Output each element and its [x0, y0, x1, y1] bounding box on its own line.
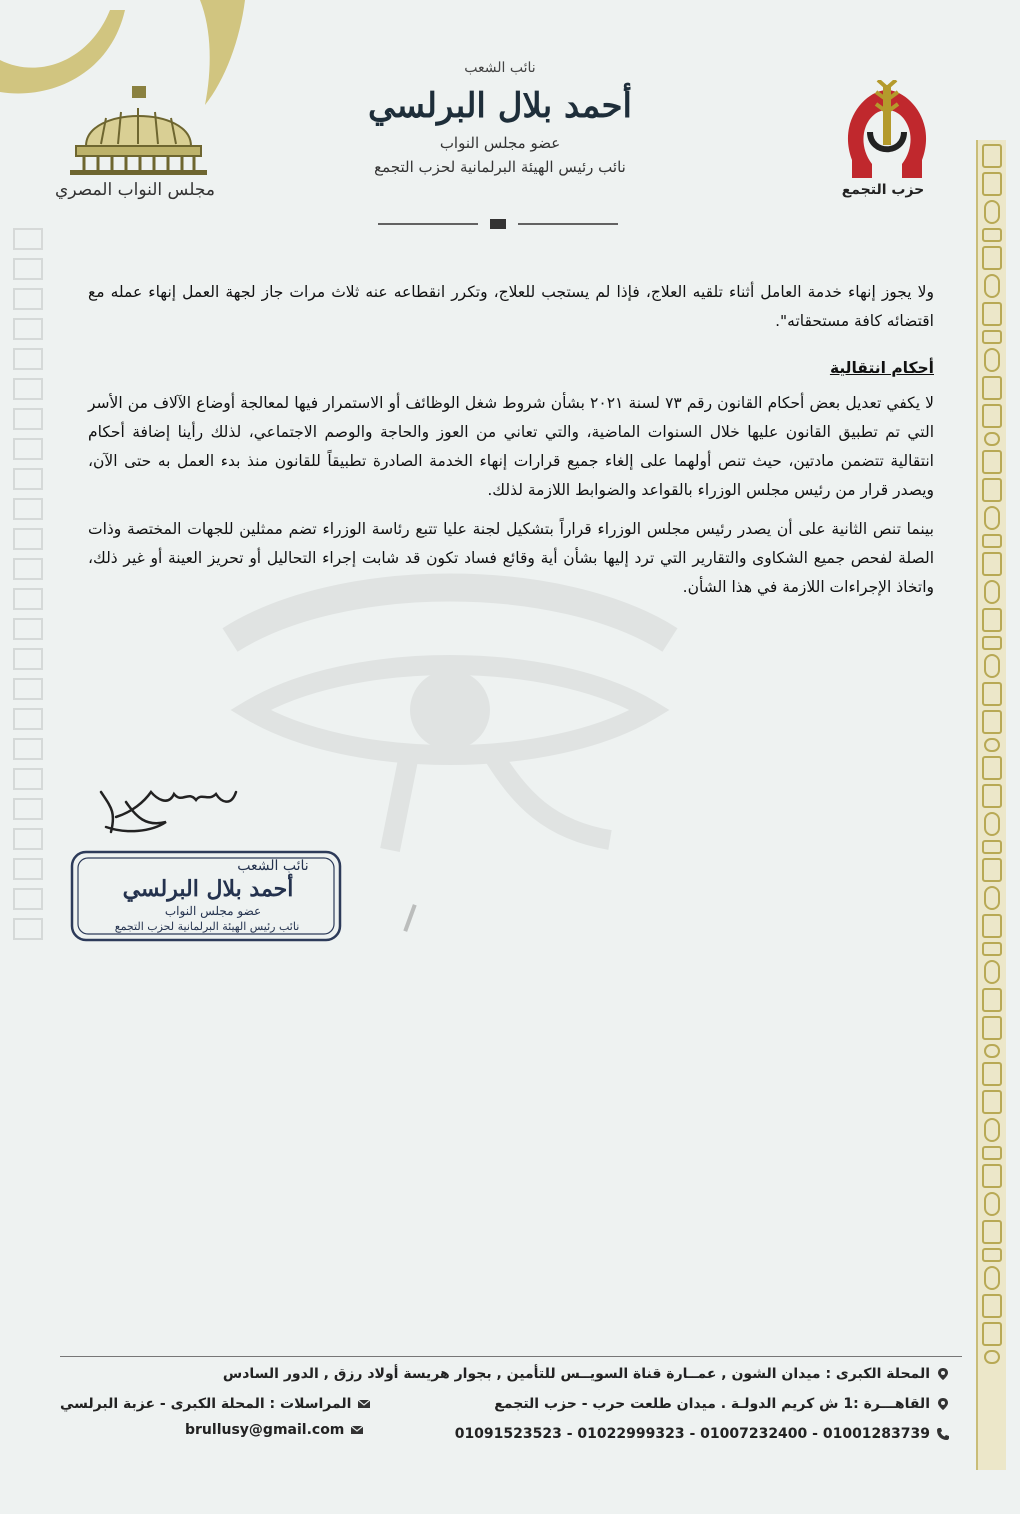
eye-watermark	[190, 560, 710, 860]
hieroglyph-glyph	[982, 840, 1002, 854]
stamp-role: نائب رئيس الهيئة البرلمانية لحزب التجمع	[114, 920, 300, 933]
hieroglyph-glyph	[982, 172, 1002, 196]
hieroglyph-glyph	[984, 580, 1000, 604]
hieroglyph-glyph	[984, 506, 1000, 530]
hieroglyph-glyph	[982, 478, 1002, 502]
hieroglyph-glyph	[984, 738, 1000, 752]
footer-phones	[455, 1426, 950, 1442]
footer-address-mahalla-text: المحلة الكبرى : ميدان الشون , عمــارة قناة السويــس للتأمين , بجوار هريسة أولاد رزق , الدور السادس	[222, 1366, 930, 1382]
hieroglyph-glyph	[984, 348, 1000, 372]
hieroglyph-glyph	[984, 1350, 1000, 1364]
left-hieroglyph-watermark	[8, 220, 48, 1040]
hieroglyph-glyph	[984, 1192, 1000, 1216]
footer-divider	[60, 1356, 962, 1357]
location-pin-icon	[936, 1397, 950, 1411]
hieroglyph-glyph	[982, 376, 1002, 400]
hieroglyph-glyph	[982, 404, 1002, 428]
hieroglyph-glyph	[982, 1248, 1002, 1262]
footer-address-cairo-text: القاهـــرة :1 ش كريم الدولـة . ميدان طلعت حرب - حزب التجمع	[494, 1396, 930, 1412]
parliament-dome-logo	[66, 86, 211, 176]
mp-title: نائب الشعب	[464, 60, 536, 76]
body-paragraph-2: لا يكفي تعديل بعض أحكام القانون رقم ٧٣ لسنة ٢٠٢١ بشأن شروط شغل الوظائف أو الاستمرار فيها لمعالجة أوضاع الآلاف من الأسر التي تم تطبيق القانون عليها خلال السنوات الماضية، والتي تعاني من العوز والحاجة والوصم الاجتماعي، لذلك رأينا إضافة أحكام انتقالية تتضمن مادتين، حيث تنص أولهما على إلغاء جميع قرارات إنهاء الخدمة الصادرة تطبيقاً للقانون منذ بدء العمل به حتى الآن، ويصدر قرار من رئيس مجلس الوزراء بالقواعد والضوابط اللازمة لذلك.	[88, 394, 934, 499]
hieroglyph-glyph	[982, 988, 1002, 1012]
footer-phones-text: 01091523523 - 01022999323 - 01007232400 - 01001283739	[454, 1426, 930, 1442]
hieroglyph-glyph	[982, 942, 1002, 956]
hieroglyph-glyph	[984, 960, 1000, 984]
hieroglyph-glyph	[982, 682, 1002, 706]
hieroglyph-glyph	[982, 1090, 1002, 1114]
footer-correspondence	[60, 1396, 371, 1412]
phone-icon	[936, 1427, 950, 1441]
mp-letterhead	[360, 60, 640, 176]
hieroglyph-glyph	[982, 144, 1002, 168]
hieroglyph-glyph	[982, 756, 1002, 780]
footer-address-cairo	[494, 1396, 950, 1412]
hieroglyph-glyph	[984, 200, 1000, 224]
hieroglyph-glyph	[984, 274, 1000, 298]
hieroglyph-glyph	[982, 858, 1002, 882]
hieroglyph-glyph	[982, 608, 1002, 632]
parliament-name: مجلس النواب المصري	[55, 180, 215, 200]
hieroglyph-glyph	[984, 1044, 1000, 1058]
hieroglyph-glyph	[982, 784, 1002, 808]
hieroglyph-glyph	[984, 886, 1000, 910]
body-paragraph-1: ولا يجوز إنهاء خدمة العامل أثناء تلقيه العلاج، فإذا لم يستجب للعلاج، وتكرر انقطاعه عنه ثلاث مرات جاز لجهة العمل إنهاء عمله مع اقتضائه كافة مستحقاته".	[88, 283, 934, 330]
official-stamp	[68, 846, 348, 946]
body-paragraph-3: بينما تنص الثانية على أن يصدر رئيس مجلس الوزراء قراراً بتشكيل لجنة عليا تتبع رئاسة الوزراء تضم ممثلين للجهات المختصة وذات الصلة لفحص جميع الشكاوى والتقارير التي ترد إليها بشأن أية وقائع فساد تكون قد شابت إجراء التحاليل أو تحريز العينة أو غير ذلك، واتخاذ الإجراءات اللازمة في هذا الشأن.	[88, 520, 934, 596]
stamp-title: نائب الشعب	[237, 858, 309, 874]
hieroglyph-glyph	[982, 534, 1002, 548]
hieroglyph-glyph	[982, 450, 1002, 474]
footer-address-mahalla	[223, 1366, 950, 1382]
hieroglyph-glyph	[982, 1220, 1002, 1244]
hieroglyph-glyph	[984, 1266, 1000, 1290]
hieroglyph-glyph	[982, 1322, 1002, 1346]
hieroglyph-glyph	[984, 812, 1000, 836]
letter-body	[88, 278, 934, 602]
envelope-icon	[357, 1397, 371, 1411]
hieroglyph-glyph	[984, 654, 1000, 678]
hieroglyph-glyph	[982, 1164, 1002, 1188]
location-pin-icon	[936, 1367, 950, 1381]
hieroglyph-glyph	[982, 1016, 1002, 1040]
hieroglyph-border-decoration	[976, 140, 1006, 1470]
hieroglyph-glyph	[982, 330, 1002, 344]
footer-correspondence-text: المراسلات : المحلة الكبرى - عزبة البرلسي	[60, 1396, 352, 1412]
mp-role: نائب رئيس الهيئة البرلمانية لحزب التجمع	[374, 158, 626, 176]
hieroglyph-glyph	[982, 552, 1002, 576]
hieroglyph-glyph	[982, 914, 1002, 938]
envelope-icon	[350, 1423, 364, 1437]
section-heading: أحكام انتقالية	[829, 359, 934, 377]
footer-email-text: brullusy@gmail.com	[185, 1422, 345, 1438]
hieroglyph-glyph	[984, 432, 1000, 446]
hieroglyph-glyph	[982, 710, 1002, 734]
footer-email	[185, 1422, 364, 1438]
mp-name: أحمد بلال البرلسي	[368, 86, 632, 126]
hieroglyph-glyph	[982, 246, 1002, 270]
handwritten-signature	[96, 772, 246, 842]
stamp-name: أحمد بلال البرلسي	[122, 876, 294, 902]
hieroglyph-glyph	[982, 1146, 1002, 1160]
hieroglyph-glyph	[982, 228, 1002, 242]
stamp-member: عضو مجلس النواب	[164, 904, 262, 918]
pencil-mark	[403, 904, 416, 932]
party-name: حزب التجمع	[841, 182, 925, 198]
hieroglyph-glyph	[982, 302, 1002, 326]
hieroglyph-glyph	[982, 1062, 1002, 1086]
hieroglyph-glyph	[982, 636, 1002, 650]
hieroglyph-glyph	[984, 1118, 1000, 1142]
hieroglyph-glyph	[982, 1294, 1002, 1318]
mp-member-title: عضو مجلس النواب	[439, 134, 561, 152]
header-flourish	[378, 218, 618, 230]
